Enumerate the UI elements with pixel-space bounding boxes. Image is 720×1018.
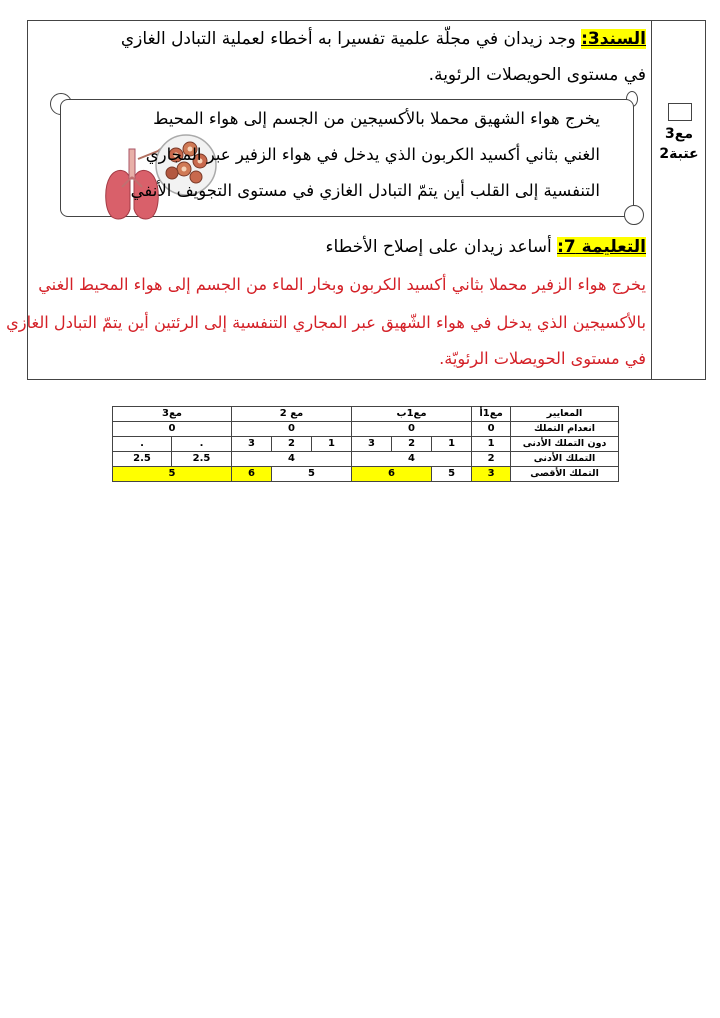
table-cell: 2 <box>392 437 432 452</box>
sanad-line-2: في مستوى الحويصلات الرئوية. <box>428 65 646 85</box>
instruction-line <box>326 237 646 257</box>
lungs-illustration-icon <box>102 125 222 225</box>
scroll-text-line-3: التنفسية إلى القلب أين يتمّ التبادل الغازي في مستوى التجويف الأنفي <box>130 181 600 200</box>
table-row <box>113 452 619 467</box>
scroll-curl <box>624 205 644 225</box>
table-header: مع 2 <box>232 407 352 422</box>
table-cell: 0 <box>113 422 232 437</box>
criterion-column <box>651 21 705 379</box>
table-row-label: انعدام التملك <box>511 422 619 437</box>
sanad-label: السند3: <box>581 29 646 49</box>
table-cell: 3 <box>352 437 392 452</box>
scroll-text-line-2: الغني بثاني أكسيد الكربون الذي يدخل في هواء الزفير عبر المجاري <box>145 145 600 164</box>
table-row <box>113 467 619 482</box>
table-cell: 4 <box>232 452 352 467</box>
score-box[interactable] <box>668 103 692 121</box>
instruction-label: التعليمة 7: <box>557 237 646 257</box>
table-cell: . <box>172 437 232 452</box>
table-cell-highlight: 6 <box>352 467 432 482</box>
scroll-text-line-1: يخرج هواء الشهيق محملا بالأكسيجين من الجسم إلى هواء المحيط <box>153 109 600 128</box>
table-cell: . <box>113 437 172 452</box>
table-cell: 5 <box>432 467 472 482</box>
table-cell: 0 <box>232 422 352 437</box>
table-cell-highlight: 6 <box>232 467 272 482</box>
table-cell: 0 <box>352 422 472 437</box>
sanad-text: وجد زيدان في مجلّة علمية تفسيرا به أخطاء لعملية التبادل الغازي <box>120 29 582 49</box>
table-cell: 2 <box>472 452 511 467</box>
table-cell: 5 <box>272 467 352 482</box>
table-cell-highlight: 3 <box>472 467 511 482</box>
grading-table <box>112 406 619 482</box>
table-row <box>113 437 619 452</box>
table-header: مع1ب <box>352 407 472 422</box>
criterion-label: مع3 <box>665 126 693 142</box>
table-cell: 0 <box>472 422 511 437</box>
answer-line-3: في مستوى الحويصلات الرئويّة. <box>439 349 646 368</box>
sanad-line-1 <box>121 29 646 49</box>
table-row-label: التملك الأدنى <box>511 452 619 467</box>
table-cell: 1 <box>432 437 472 452</box>
answer-line-2: بالأكسيجين الذي يدخل في هواء الشّهيق عبر المجاري التنفسية إلى الرئتين أين يتمّ التبادل الغازي <box>6 313 646 332</box>
table-row <box>113 422 619 437</box>
instruction-text: أساعد زيدان على إصلاح الأخطاء <box>325 237 558 257</box>
table-cell: 3 <box>232 437 272 452</box>
table-cell: 1 <box>312 437 352 452</box>
table-row-label: دون التملك الأدنى <box>511 437 619 452</box>
table-cell-highlight: 5 <box>113 467 232 482</box>
table-cell: 2 <box>272 437 312 452</box>
answer-line-1: يخرج هواء الزفير محملا بثاني أكسيد الكربون وبخار الماء من الجسم إلى هواء المحيط الغني <box>38 275 646 294</box>
table-cell: 4 <box>352 452 472 467</box>
table-cell: 2.5 <box>113 452 172 467</box>
table-row-label: التملك الأقصى <box>511 467 619 482</box>
question-body <box>6 21 652 379</box>
table-header-row <box>113 407 619 422</box>
table-header: المعايير <box>511 407 619 422</box>
table-cell: 2.5 <box>172 452 232 467</box>
table-cell: 1 <box>472 437 511 452</box>
question-frame <box>6 20 706 380</box>
table-header: مع3 <box>113 407 232 422</box>
table-header: مع1أ <box>472 407 511 422</box>
threshold-label: عتبة2 <box>659 146 699 162</box>
